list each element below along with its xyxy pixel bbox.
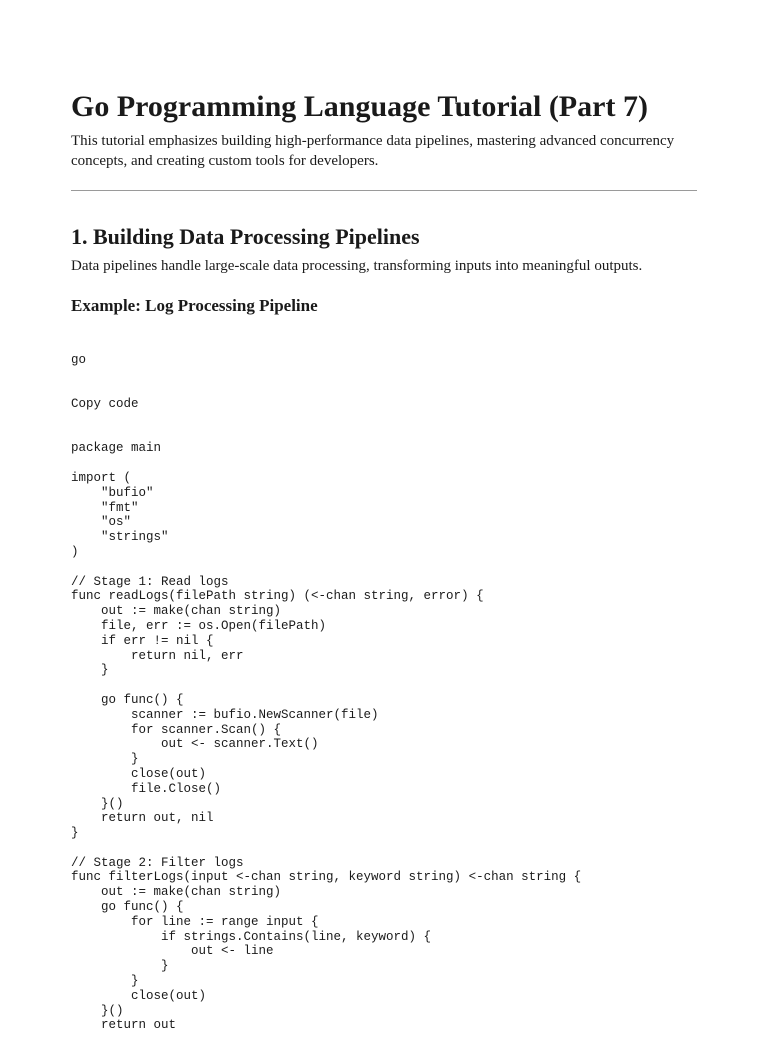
code-line: out := make(chan string) <box>71 604 282 619</box>
section-heading: 1. Building Data Processing Pipelines <box>71 224 420 249</box>
code-line: }() <box>71 796 124 811</box>
code-line: func readLogs(filePath string) (<-chan string, error) { <box>71 589 484 604</box>
example-heading: Example: Log Processing Pipeline <box>71 296 318 315</box>
code-line: } <box>71 974 139 989</box>
intro-paragraph: This tutorial emphasizes building high-performance data pipelines, mastering advanced concurrency concepts, and creating custom tools for developers. <box>71 133 675 169</box>
code-line: } <box>71 826 79 841</box>
code-line: return nil, err <box>71 648 244 663</box>
code-line: "fmt" <box>71 500 139 515</box>
code-line: out := make(chan string) <box>71 885 282 900</box>
code-line: func filterLogs(input <-chan string, keyword string) <-chan string { <box>71 870 582 885</box>
code-line: for scanner.Scan() { <box>71 722 282 737</box>
code-line: } <box>71 752 139 767</box>
code-line: out <- line <box>71 944 274 959</box>
code-line: go func() { <box>71 692 184 707</box>
code-line: } <box>71 959 169 974</box>
code-line: ) <box>71 544 79 559</box>
code-line: import ( <box>71 470 132 485</box>
copy-code-button[interactable]: Copy code <box>71 396 139 411</box>
code-line: file.Close() <box>71 781 222 796</box>
code-line: "bufio" <box>71 485 154 500</box>
code-line: scanner := bufio.NewScanner(file) <box>71 707 379 722</box>
code-line: "os" <box>71 515 132 530</box>
code-line: // Stage 1: Read logs <box>71 574 229 589</box>
code-line: if strings.Contains(line, keyword) { <box>71 929 432 944</box>
code-line: if err != nil { <box>71 633 214 648</box>
page-title: Go Programming Language Tutorial (Part 7) <box>71 90 648 123</box>
code-line: close(out) <box>71 988 207 1003</box>
section-description: Data pipelines handle large-scale data processing, transforming inputs into meaningful outputs. <box>71 258 643 274</box>
section-divider <box>71 190 697 191</box>
code-line: } <box>71 663 109 678</box>
code-line <box>71 456 581 471</box>
code-line <box>71 560 581 575</box>
code-line: "strings" <box>71 530 169 545</box>
code-line: package main <box>71 441 162 456</box>
code-line: close(out) <box>71 766 207 781</box>
code-line: out <- scanner.Text() <box>71 737 319 752</box>
code-line: return out <box>71 1018 177 1033</box>
code-line <box>71 841 581 856</box>
code-line: file, err := os.Open(filePath) <box>71 618 327 633</box>
code-language-label: go <box>71 352 87 367</box>
code-block <box>71 323 581 1063</box>
code-line <box>71 678 581 693</box>
code-line: }() <box>71 1003 124 1018</box>
code-line: go func() { <box>71 900 184 915</box>
code-line: for line := range input { <box>71 914 319 929</box>
code-line: // Stage 2: Filter logs <box>71 855 244 870</box>
code-lines <box>71 441 581 1033</box>
code-line: return out, nil <box>71 811 214 826</box>
